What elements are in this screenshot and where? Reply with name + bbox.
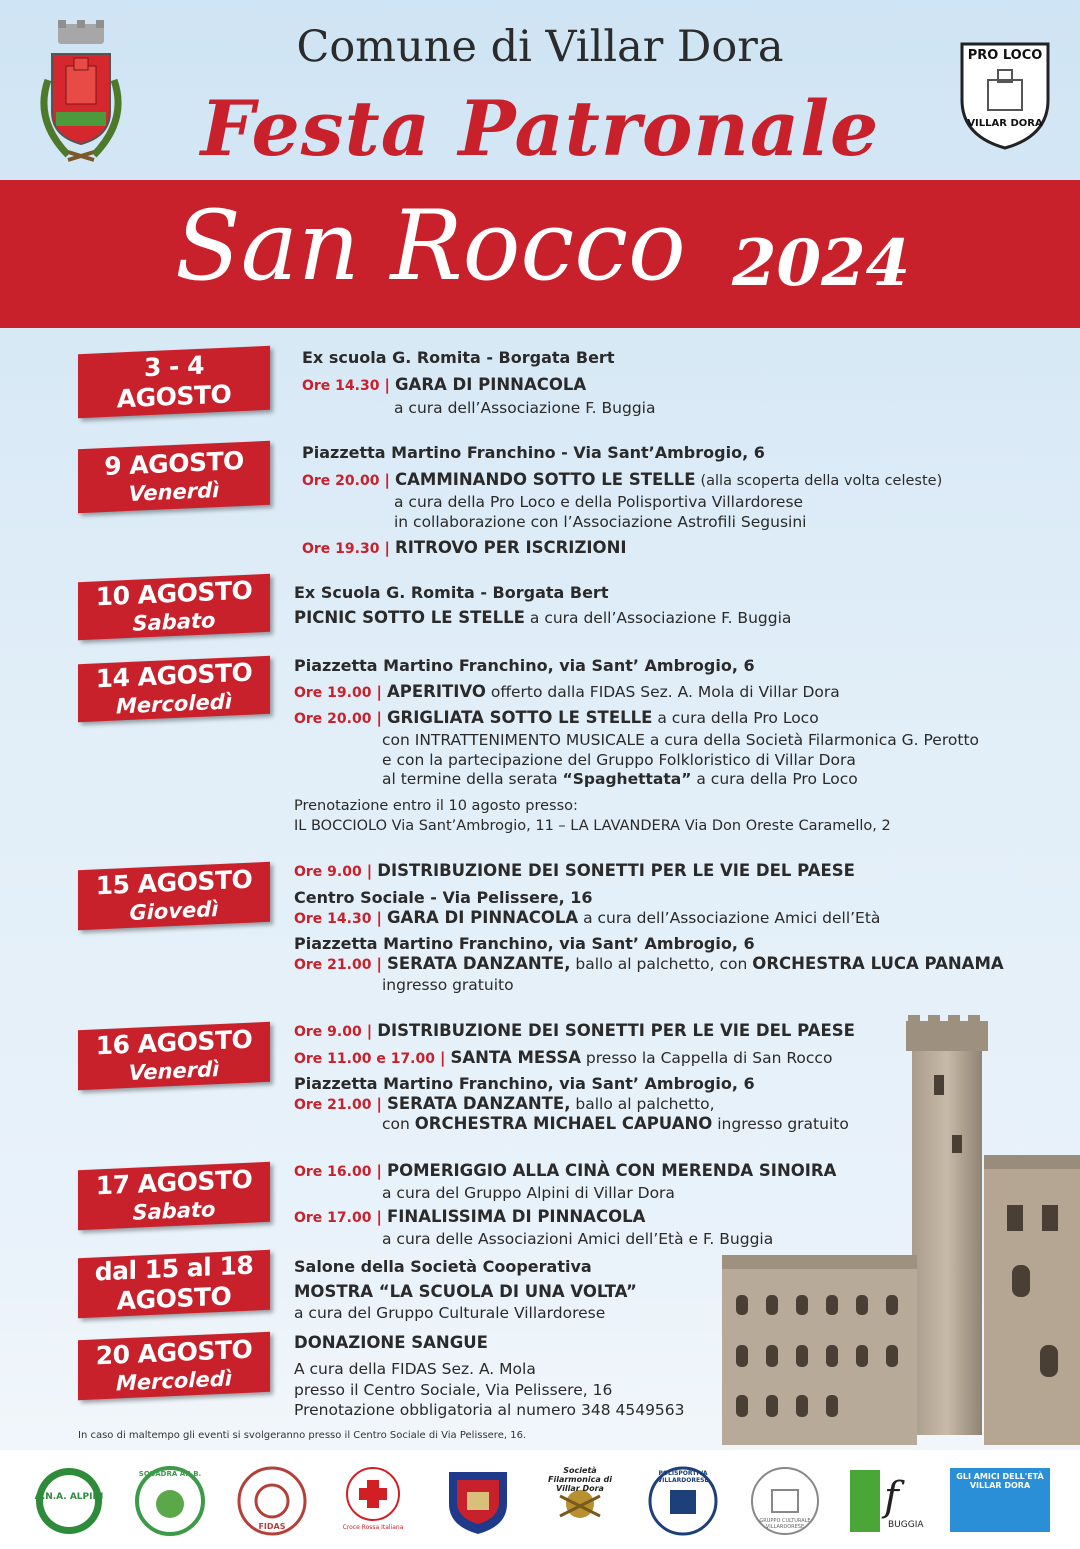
booking-note: Prenotazione entro il 10 agosto presso: [294, 798, 578, 814]
squadra-aib-logo: SQUADRA A.I.B. [135, 1466, 205, 1536]
shield-logo [443, 1466, 513, 1536]
event-line: PICNIC SOTTO LE STELLE a cura dell’Associazione F. Buggia [294, 608, 792, 627]
event-sub: a cura dell’Associazione F. Buggia [394, 399, 656, 417]
event-line: Ore 9.00 | DISTRIBUZIONE DEI SONETTI PER LE VIE DEL PAESE [294, 1021, 855, 1040]
date-tag: 3 - 4 AGOSTO [78, 346, 270, 418]
event-venue: Piazzetta Martino Franchino, via Sant’ Ambrogio, 6 [294, 934, 755, 953]
event-sub: ingresso gratuito [382, 976, 514, 994]
croce-rossa-logo: Croce Rossa Italiana [338, 1466, 408, 1536]
event-venue: Piazzetta Martino Franchino - Via Sant’Ambrogio, 6 [302, 443, 765, 462]
date-tag: 9 AGOSTO Venerdì [78, 441, 270, 513]
ana-alpini-logo: A.N.A. ALPINI [34, 1466, 104, 1536]
year-title: 2024 [732, 226, 911, 301]
event-sub: a cura del Gruppo Culturale Villardorese [294, 1304, 606, 1322]
pro-loco-badge [958, 40, 1052, 150]
svg-text:f: f [884, 1474, 899, 1520]
event-venue: Centro Sociale - Via Pelissere, 16 [294, 888, 593, 907]
event-line: Ore 17.00 | FINALISSIMA DI PINNACOLA [294, 1207, 646, 1226]
event-sub: Prenotazione obbligatoria al numero 348 4549563 [294, 1401, 685, 1419]
pro-loco-bottom: VILLAR DORA [967, 118, 1043, 129]
weather-footnote: In caso di maltempo gli eventi si svolgeranno presso il Centro Sociale di Via Pelissere, 16. [78, 1430, 527, 1441]
event-sub: con ORCHESTRA MICHAEL CAPUANO ingresso gratuito [382, 1114, 849, 1133]
event-sub: A cura della FIDAS Sez. A. Mola [294, 1360, 536, 1378]
event-sub: a cura delle Associazioni Amici dell’Età e F. Buggia [382, 1230, 774, 1248]
event-venue: Piazzetta Martino Franchino, via Sant’ Ambrogio, 6 [294, 656, 755, 675]
date-tag: 17 AGOSTO Sabato [78, 1162, 270, 1230]
polisportiva-logo: POLISPORTIVA VILLARDORESE [648, 1466, 718, 1536]
festa-title: Festa Patronale [200, 84, 880, 173]
event-venue: Ex scuola G. Romita - Borgata Bert [302, 348, 615, 367]
event-sub: a cura del Gruppo Alpini di Villar Dora [382, 1184, 675, 1202]
date-tag: 16 AGOSTO Venerdì [78, 1022, 270, 1090]
event-title: DONAZIONE SANGUE [294, 1333, 488, 1352]
event-line: Ore 20.00 | CAMMINANDO SOTTO LE STELLE (alla scoperta della volta celeste) [302, 470, 943, 489]
date-tag: dal 15 al 18 AGOSTO [78, 1250, 270, 1318]
date-tag: 14 AGOSTO Mercoledì [78, 656, 270, 722]
sponsor-logos-row [0, 1450, 1080, 1549]
event-line: Ore 9.00 | DISTRIBUZIONE DEI SONETTI PER LE VIE DEL PAESE [294, 861, 855, 880]
event-sub: presso il Centro Sociale, Via Pelissere, 16 [294, 1381, 613, 1399]
event-line: Ore 19.00 | APERITIVO offerto dalla FIDAS Sez. A. Mola di Villar Dora [294, 682, 840, 701]
event-line: Ore 16.00 | POMERIGGIO ALLA CINÀ CON MERENDA SINOIRA [294, 1161, 837, 1180]
event-venue: Salone della Società Cooperativa [294, 1257, 592, 1276]
booking-places: IL BOCCIOLO Via Sant’Ambrogio, 11 – LA LAVANDERA Via Don Oreste Caramello, 2 [294, 818, 891, 834]
date-tag: 20 AGOSTO Mercoledì [78, 1332, 270, 1400]
event-line: Ore 11.00 e 17.00 | SANTA MESSA presso la Cappella di San Rocco [294, 1048, 833, 1067]
event-line: Ore 19.30 | RITROVO PER ISCRIZIONI [302, 538, 627, 557]
filarmonica-logo: Società Filarmonica di Villar Dora [540, 1466, 620, 1536]
event-sub: a cura della Pro Loco e della Polisportiva Villardorese [394, 493, 804, 511]
date-tag: 10 AGOSTO Sabato [78, 574, 270, 640]
amici-eta-logo: GLI AMICI DELL'ETÀ VILLAR DORA [950, 1468, 1050, 1532]
event-title: MOSTRA “LA SCUOLA DI UNA VOLTA” [294, 1282, 637, 1301]
event-line: Ore 21.00 | SERATA DANZANTE, ballo al palchetto, [294, 1094, 715, 1113]
event-sub: in collaborazione con l’Associazione Astrofili Segusini [394, 513, 807, 531]
event-venue: Ex Scuola G. Romita - Borgata Bert [294, 583, 609, 602]
event-sub: e con la partecipazione del Gruppo Folkloristico di Villar Dora [382, 751, 856, 769]
event-line: Ore 20.00 | GRIGLIATA SOTTO LE STELLE a cura della Pro Loco [294, 708, 819, 727]
event-line: Ore 14.30 | GARA DI PINNACOLA [302, 375, 587, 394]
event-line: Ore 14.30 | GARA DI PINNACOLA a cura dell’Associazione Amici dell’Età [294, 908, 881, 927]
event-sub: con INTRATTENIMENTO MUSICALE a cura della Società Filarmonica G. Perotto [382, 731, 979, 749]
castle-image [722, 1015, 1080, 1445]
pro-loco-top: PRO LOCO [967, 48, 1043, 63]
gruppo-culturale-logo: GRUPPO CULTURALE VILLARDORESE [750, 1466, 820, 1536]
event-venue: Piazzetta Martino Franchino, via Sant’ Ambrogio, 6 [294, 1074, 755, 1093]
event-line: Ore 21.00 | SERATA DANZANTE, ballo al palchetto, con ORCHESTRA LUCA PANAMA [294, 954, 1004, 973]
town-title: Comune di Villar Dora [296, 22, 784, 72]
buggia-logo: f BUGGIA [850, 1466, 920, 1536]
date-tag: 15 AGOSTO Giovedì [78, 862, 270, 930]
event-sub: al termine della serata “Spaghettata” a cura della Pro Loco [382, 770, 858, 788]
fidas-logo: FIDAS [237, 1466, 307, 1536]
saint-title: San Rocco [175, 190, 686, 302]
